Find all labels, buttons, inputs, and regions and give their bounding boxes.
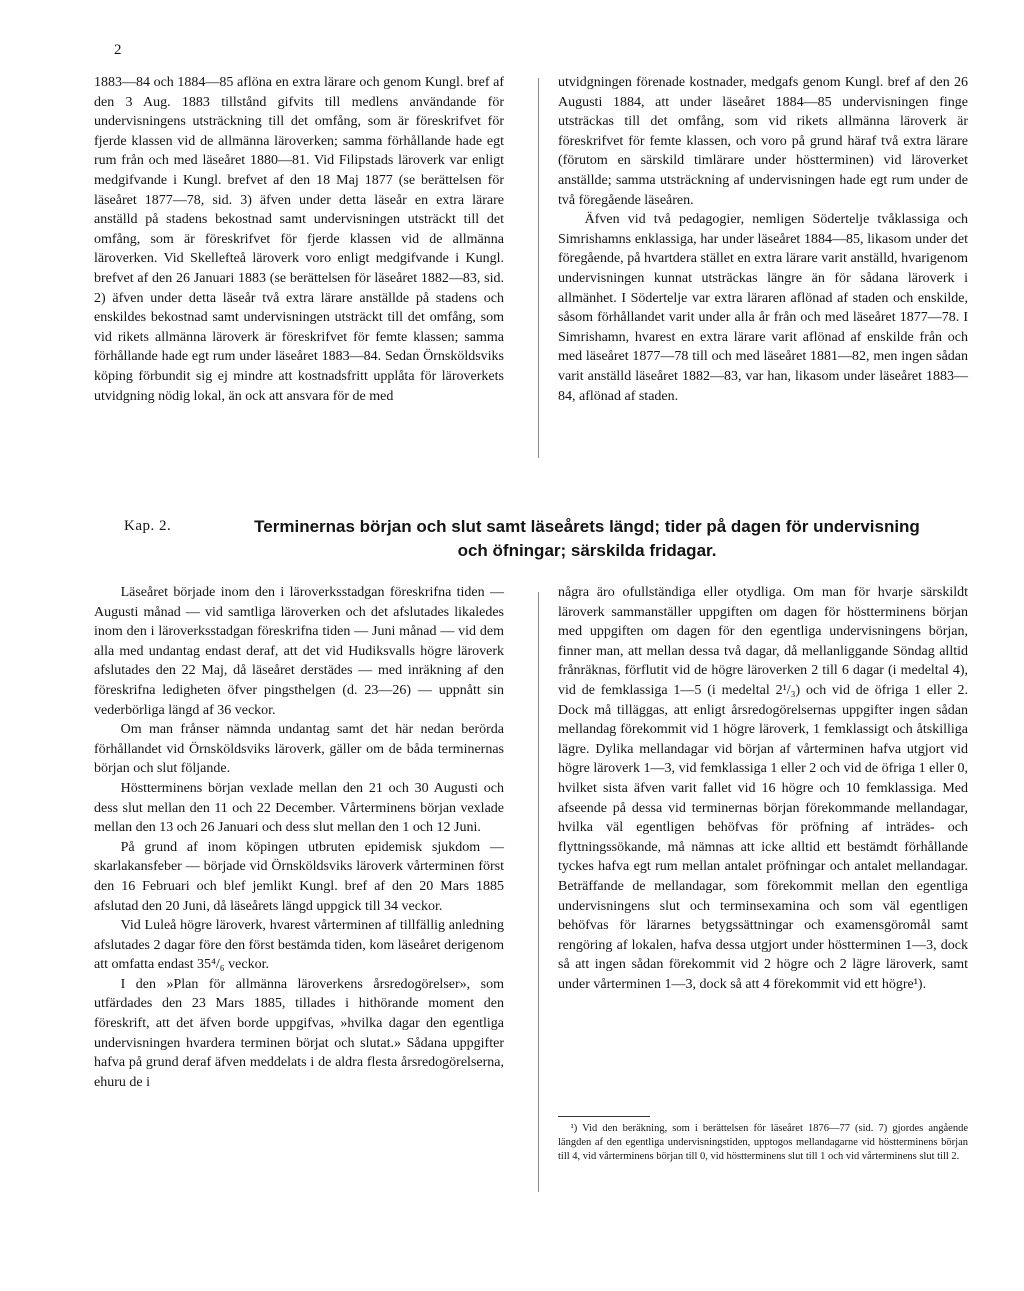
column-divider	[538, 592, 539, 1192]
paragraph: Om man frånser nämnda undantag samt det här nedan berörda förhållandet vid Örnsköldsviks läroverk, gäller om de båda terminernas början och slut följande.	[94, 722, 504, 777]
bottom-right-column	[558, 583, 968, 994]
chapter-title-line: Terminernas början och slut samt läseårets längd; tider på dagen för undervisning	[254, 517, 920, 536]
paragraph: Vid Luleå högre läroverk, hvarest vårterminen af tillfällig anledning afslutades 2 dagar före den först bestämda tiden, kom läseåret derigenom att omfatta endast 35⁴/₆ veckor.	[94, 918, 504, 973]
chapter-title	[212, 515, 962, 563]
paragraph: Läseåret började inom den i läroverksstadgan föreskrifna tiden — Augusti månad — vid samtliga läroverken och det afslutades likaledes inom den i läroverksstadgan föreskrifna tiden — Juni månad — vid dem alla med undantag endast deraf, att det vid Hudiksvalls högre läroverk afslutades den 22 Maj, då läseåret derstädes — med inräkning af den föreskrifna ledigheten öfver pingsthelgen (d. 23—26) — uppnått sin vederbörliga längd af 36 veckor.	[94, 585, 504, 718]
paragraph: 1883—84 och 1884—85 aflöna en extra lärare och genom Kungl. bref af den 3 Aug. 1883 tillstånd gifvits till medlens användande för undervisningens utsträckning till det omfång, som är föreskrifvet för fjerde klassen vid de allmänna läroverken; samma förhållande hade egt rum från och med läseåret 1880—81. Vid Filipstads läroverk var enligt medgifvande i Kungl. brefvet af den 18 Maj 1877 (se berättelsen för läseåret 1877—78, sid. 3) äfven under detta läseår en extra lärare anställd på stadens bekostnad samt undervisningen utsträckt till det omfång, som är föreskrifvet för fjerde klassen vid de allmänna läroverken. Vid Skellefteå läroverk voro enligt medgifvande i Kungl. brefvet af den 26 Januari 1883 (se berättelsen för läseåret 1882—83, sid. 2) äfven under detta läseår två extra lärare anställde på stadens och enskildes bekostnad samt undervisningen utsträckt till det omfång, som vid rikets allmänna läroverk är föreskrifvet för femte klassen; samma förhållande hade egt rum under läseåret 1883—84. Sedan Örnsköldsviks köping förbundit sig ej mindre att kostnadsfritt upplåta för läroverkets utvidgning nödig lokal, än ock att ansvara för de med	[94, 75, 504, 404]
footnote-rule	[558, 1116, 650, 1117]
chapter-title-line: och öfningar; särskilda fridagar.	[457, 541, 717, 560]
paragraph: På grund af inom köpingen utbruten epidemisk sjukdom — skarlakansfeber — började vid Örnsköldsviks läroverk vårterminen först den 16 Februari och blef jemlikt Kungl. bref af den 20 Mars 1885 afslutad den 20 Juni, då läseårets längd uppgick till 34 veckor.	[94, 839, 504, 914]
page-number: 2	[114, 42, 122, 58]
top-left-column	[94, 73, 504, 406]
paragraph: några äro ofullständiga eller otydliga. Om man för hvarje särskildt läroverk sammanställer uppgiften om dagen för höstterminens början med uppgiften om dagen för den egentliga undervisningens början, finner man, att mellan dessa två dagar, då mellanliggande Söndag alltid frånräknas, förflutit vid de högre läroverken 2 till 6 dagar (i medeltal 4), vid de femklassiga 1—5 (i medeltal 2¹/₃) och vid de öfriga 1 eller 2. Dock må tilläggas, att enligt årsredogörelsernas uppgifter ingen sådan mellandag förekommit vid 1 högre läroverk, 1 femklassigt och åtskilliga lägre. Dylika mellandagar vid början af vårterminen hafva utgjort vid högre läroverk 1—3, vid femklassiga 1 eller 2 och vid de öfriga 1 eller 0, hvilket sista äfven varit fallet vid 16 högre och 10 femklassiga. Med afseende på dessa vid terminernas början förekommande mellandagar, hvilka väl egentligen behöfvas för pröfning af inträdes- och flyttningssökande, må nämnas att icke alltid ett bestämdt förhållande tyckes hafva egt rum mellan antalet pröfningar och antalet mellandagar. Beträffande de mellandagar, som förekommit mellan den egentliga undervisningens slut och terminsexamina och som väl egentligen behöfvas för lärarnes betygssättningar och examensgöromål samt rengöring af lokalen, hafva dessa utgjort under höstterminen 1—3, dock så att ingen sådan förekommit vid 2 högre och 2 lägre läroverk, samt under vårterminen 1—3, dock så att 4 förekommit vid ett högre¹).	[558, 585, 968, 992]
bottom-left-column	[94, 583, 504, 1092]
column-divider	[538, 78, 539, 458]
footnote: ¹) Vid den beräkning, som i berättelsen för läseåret 1876—77 (sid. 7) gjordes angående längden af den egentliga undervisningstiden, upptogos mellandagarne vid höstterminens början till 4, vid vårterminens början till 0, vid höstterminens slut till 1 och vid vårterminens slut till 2.	[558, 1123, 968, 1162]
top-right-column	[558, 73, 968, 406]
chapter-label: Kap. 2.	[124, 518, 172, 534]
paragraph: I den »Plan för allmänna läroverkens årsredogörelser», som utfärdades den 23 Mars 1885, tillades i hithörande moment den föreskrift, att det äfven borde uppgifvas, »hvilka dagar den egentliga undervisningen hvardera terminen börjat och slutat.» Sådana uppgifter hafva på grund deraf äfven meddelats i de aldra flesta årsredogörelserna, ehuru de i	[94, 976, 504, 1090]
footnotes	[558, 1122, 968, 1164]
paragraph: utvidgningen förenade kostnader, medgafs genom Kungl. bref af den 26 Augusti 1884, att under läseåret 1884—85 undervisningen finge utsträckas till det omfång, som vid rikets allmänna läroverk är föreskrifvet för femte klassen, och voro på grund häraf två extra lärare (förutom en särskild timlärare under höstterminen) vid läroverket anställde; samma utsträckning af undervisningen hade egt rum under de två föregående läseåren.	[558, 75, 968, 208]
paragraph: Höstterminens början vexlade mellan den 21 och 30 Augusti och dess slut mellan den 11 och 22 December. Vårterminens början vexlade mellan den 13 och 26 Januari och dess slut mellan den 1 och 12 Juni.	[94, 780, 504, 836]
paragraph: Äfven vid två pedagogier, nemligen Södertelje tvåklassiga och Simrishamns enklassiga, har under läseåret 1884—85, likasom under det föregående, på hvartdera stället en extra lärare varit anställd, hvarigenom undervisningen kunnat utsträckas längre än för sådana läroverk i allmänhet. I Södertelje var extra läraren aflönad af staden och enskilde, såsom förhållandet varit under alla år från och med läseåret 1877—78. I Simrishamn, hvarest en extra lärare varit aflönad af enskilde från och med läseåret 1877—78 till och med läseåret 1881—82, men ingen sådan varit anställd läseåret 1882—83, var han, likasom under läseåret 1883—84, aflönad af staden.	[558, 212, 968, 404]
